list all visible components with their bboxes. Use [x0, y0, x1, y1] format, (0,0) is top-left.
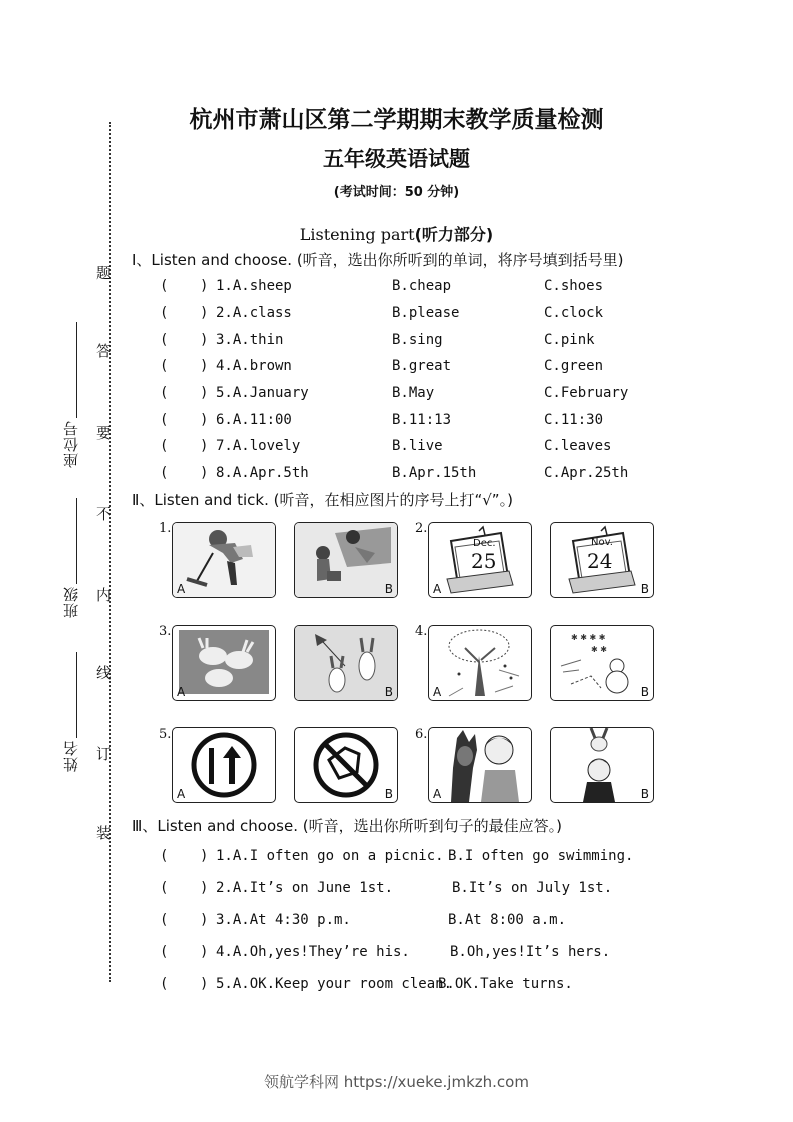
- section2-heading: Ⅱ、Listen and tick. (听音，在相应图片的序号上打“√”。): [132, 491, 513, 509]
- option-b: B.Oh,yes!It’s hers.: [450, 944, 611, 960]
- answer-paren-open[interactable]: (: [160, 438, 169, 454]
- option-a: 3.A.thin: [216, 332, 284, 348]
- margin-char: 内: [96, 586, 112, 604]
- picture-number: 2.: [415, 521, 428, 536]
- svg-text:✱ ✱ ✱ ✱: ✱ ✱ ✱ ✱: [571, 633, 606, 642]
- option-b: B.cheap: [392, 278, 452, 294]
- label-b: B: [640, 685, 649, 699]
- picture-picnic[interactable]: [294, 522, 398, 598]
- answer-paren-close: ): [200, 385, 209, 401]
- option-b: B.Apr.15th: [392, 465, 477, 481]
- answer-paren-open[interactable]: (: [160, 976, 169, 992]
- answer-paren-open[interactable]: (: [160, 412, 169, 428]
- option-a: 1.A.I often go on a picnic.: [216, 848, 444, 864]
- option-c: C.pink: [544, 332, 595, 348]
- picture-girl-sweeping[interactable]: [172, 522, 276, 598]
- answer-paren-close: ): [200, 465, 209, 481]
- option-b: B.May: [392, 385, 435, 401]
- answer-paren-close: ): [200, 944, 209, 960]
- rabbit-icon: [173, 626, 275, 700]
- option-b: B.11:13: [392, 412, 452, 428]
- picture-calendar-b[interactable]: [550, 522, 654, 598]
- option-c: C.green: [544, 358, 604, 374]
- picture-snowman[interactable]: [550, 625, 654, 701]
- margin-char: 题: [96, 264, 112, 282]
- seat-underline: [76, 322, 77, 418]
- answer-paren-close: ): [200, 976, 209, 992]
- answer-paren-close: ): [200, 305, 209, 321]
- picture-no-litter-sign[interactable]: [294, 727, 398, 803]
- option-a: 2.A.It’s on June 1st.: [216, 880, 394, 896]
- tree-icon: [429, 626, 531, 700]
- label-b: B: [384, 787, 393, 801]
- listening-label-en: Listening part: [299, 225, 415, 244]
- answer-paren-close: ): [200, 880, 209, 896]
- answer-paren-open[interactable]: (: [160, 305, 169, 321]
- picture-boy-with-rabbit[interactable]: [550, 727, 654, 803]
- answer-paren-close: ): [200, 358, 209, 374]
- picture-number: 4.: [415, 624, 428, 639]
- option-a: 3.A.At 4:30 p.m.: [216, 912, 351, 928]
- class-underline: [76, 498, 77, 584]
- label-b: B: [640, 787, 649, 801]
- svg-text:✱ ✱: ✱ ✱: [591, 645, 607, 654]
- answer-paren-close: ): [200, 278, 209, 294]
- margin-char: 要: [96, 424, 112, 442]
- exam-time: (考试时间：50 分钟): [333, 185, 460, 200]
- kite-icon: [295, 626, 397, 700]
- answer-paren-open[interactable]: (: [160, 385, 169, 401]
- label-a: A: [177, 787, 186, 801]
- footer-watermark: 领航学科网 https://xueke.jmkzh.com: [264, 1073, 529, 1091]
- snowman-icon: [551, 626, 653, 700]
- label-b: B: [640, 582, 649, 596]
- option-c: C.Apr.25th: [544, 465, 629, 481]
- option-b: B.sing: [392, 332, 443, 348]
- option-c: C.February: [544, 385, 629, 401]
- seat-number-label: 座位号: [62, 420, 80, 468]
- answer-paren-close: ): [200, 912, 209, 928]
- option-a: 5.A.OK.Keep your room clean.: [216, 976, 453, 992]
- class-label: 班级: [62, 586, 80, 618]
- option-a: 4.A.Oh,yes!They’re his.: [216, 944, 410, 960]
- exam-subtitle: 五年级英语试题: [323, 147, 470, 171]
- picture-number: 5.: [159, 727, 172, 742]
- answer-paren-open[interactable]: (: [160, 944, 169, 960]
- label-a: A: [433, 787, 442, 801]
- option-a: 5.A.January: [216, 385, 309, 401]
- answer-paren-open[interactable]: (: [160, 332, 169, 348]
- option-a: 4.A.brown: [216, 358, 292, 374]
- label-b: B: [384, 582, 393, 596]
- name-label: 姓名: [62, 740, 80, 772]
- option-c: C.clock: [544, 305, 604, 321]
- picture-number: 3.: [159, 624, 172, 639]
- traffic-sign-icon: [173, 728, 275, 802]
- rabbit-icon: [551, 728, 653, 802]
- option-a: 2.A.class: [216, 305, 292, 321]
- option-a: 6.A.11:00: [216, 412, 292, 428]
- label-a: A: [177, 685, 186, 699]
- option-c: C.leaves: [544, 438, 612, 454]
- option-b: B.please: [392, 305, 460, 321]
- label-a: A: [177, 582, 186, 596]
- label-a: A: [433, 582, 442, 596]
- section1-heading: Ⅰ、Listen and choose. (听音，选出你所听到的单词，将序号填到括号里): [132, 251, 624, 269]
- margin-char: 不: [96, 505, 112, 523]
- option-a: 7.A.lovely: [216, 438, 301, 454]
- answer-paren-close: ): [200, 412, 209, 428]
- answer-paren-open[interactable]: (: [160, 278, 169, 294]
- answer-paren-open[interactable]: (: [160, 465, 169, 481]
- answer-paren-open[interactable]: (: [160, 912, 169, 928]
- option-b: B.OK.Take turns.: [438, 976, 573, 992]
- option-b: B.I often go swimming.: [448, 848, 634, 864]
- picture-autumn-tree[interactable]: [428, 625, 532, 701]
- calendar-month: Dec.: [473, 538, 496, 549]
- name-underline: [76, 652, 77, 738]
- option-a: 1.A.sheep: [216, 278, 292, 294]
- option-c: C.shoes: [544, 278, 604, 294]
- sweeping-icon: [173, 523, 275, 597]
- answer-paren-open[interactable]: (: [160, 848, 169, 864]
- option-a: 8.A.Apr.5th: [216, 465, 309, 481]
- calendar-month: Nov.: [591, 537, 613, 548]
- picture-number: 6.: [415, 727, 428, 742]
- dog-icon: [429, 728, 531, 802]
- picnic-icon: [295, 523, 397, 597]
- section3-heading: Ⅲ、Listen and choose. (听音，选出你所听到句子的最佳应答。): [132, 817, 562, 835]
- margin-char: 线: [96, 664, 112, 682]
- label-a: A: [433, 685, 442, 699]
- prohibited-sign-icon: [295, 728, 397, 802]
- picture-one-way-sign[interactable]: [172, 727, 276, 803]
- margin-char: 订: [96, 745, 112, 763]
- option-b: B.At 8:00 a.m.: [448, 912, 567, 928]
- picture-rabbits-sleeping[interactable]: [172, 625, 276, 701]
- picture-boy-with-dog[interactable]: [428, 727, 532, 803]
- margin-char: 装: [96, 824, 112, 842]
- answer-paren-close: ): [200, 848, 209, 864]
- option-b: B.great: [392, 358, 452, 374]
- picture-calendar-a[interactable]: [428, 522, 532, 598]
- picture-rabbits-flying-kite[interactable]: [294, 625, 398, 701]
- answer-paren-open[interactable]: (: [160, 880, 169, 896]
- listening-heading: [0, 222, 793, 245]
- label-b: B: [384, 685, 393, 699]
- calendar-day: 24: [587, 549, 613, 573]
- binding-dotted-line: [109, 122, 111, 982]
- answer-paren-close: ): [200, 438, 209, 454]
- answer-paren-open[interactable]: (: [160, 358, 169, 374]
- option-b: B.It’s on July 1st.: [452, 880, 613, 896]
- calendar-day: 25: [471, 549, 497, 573]
- margin-char: 答: [96, 342, 112, 360]
- listening-label-cn: (听力部分): [414, 225, 494, 244]
- option-c: C.11:30: [544, 412, 604, 428]
- picture-number: 1.: [159, 521, 172, 536]
- exam-title: 杭州市萧山区第二学期期末教学质量检测: [189, 107, 604, 133]
- answer-paren-close: ): [200, 332, 209, 348]
- option-b: B.live: [392, 438, 443, 454]
